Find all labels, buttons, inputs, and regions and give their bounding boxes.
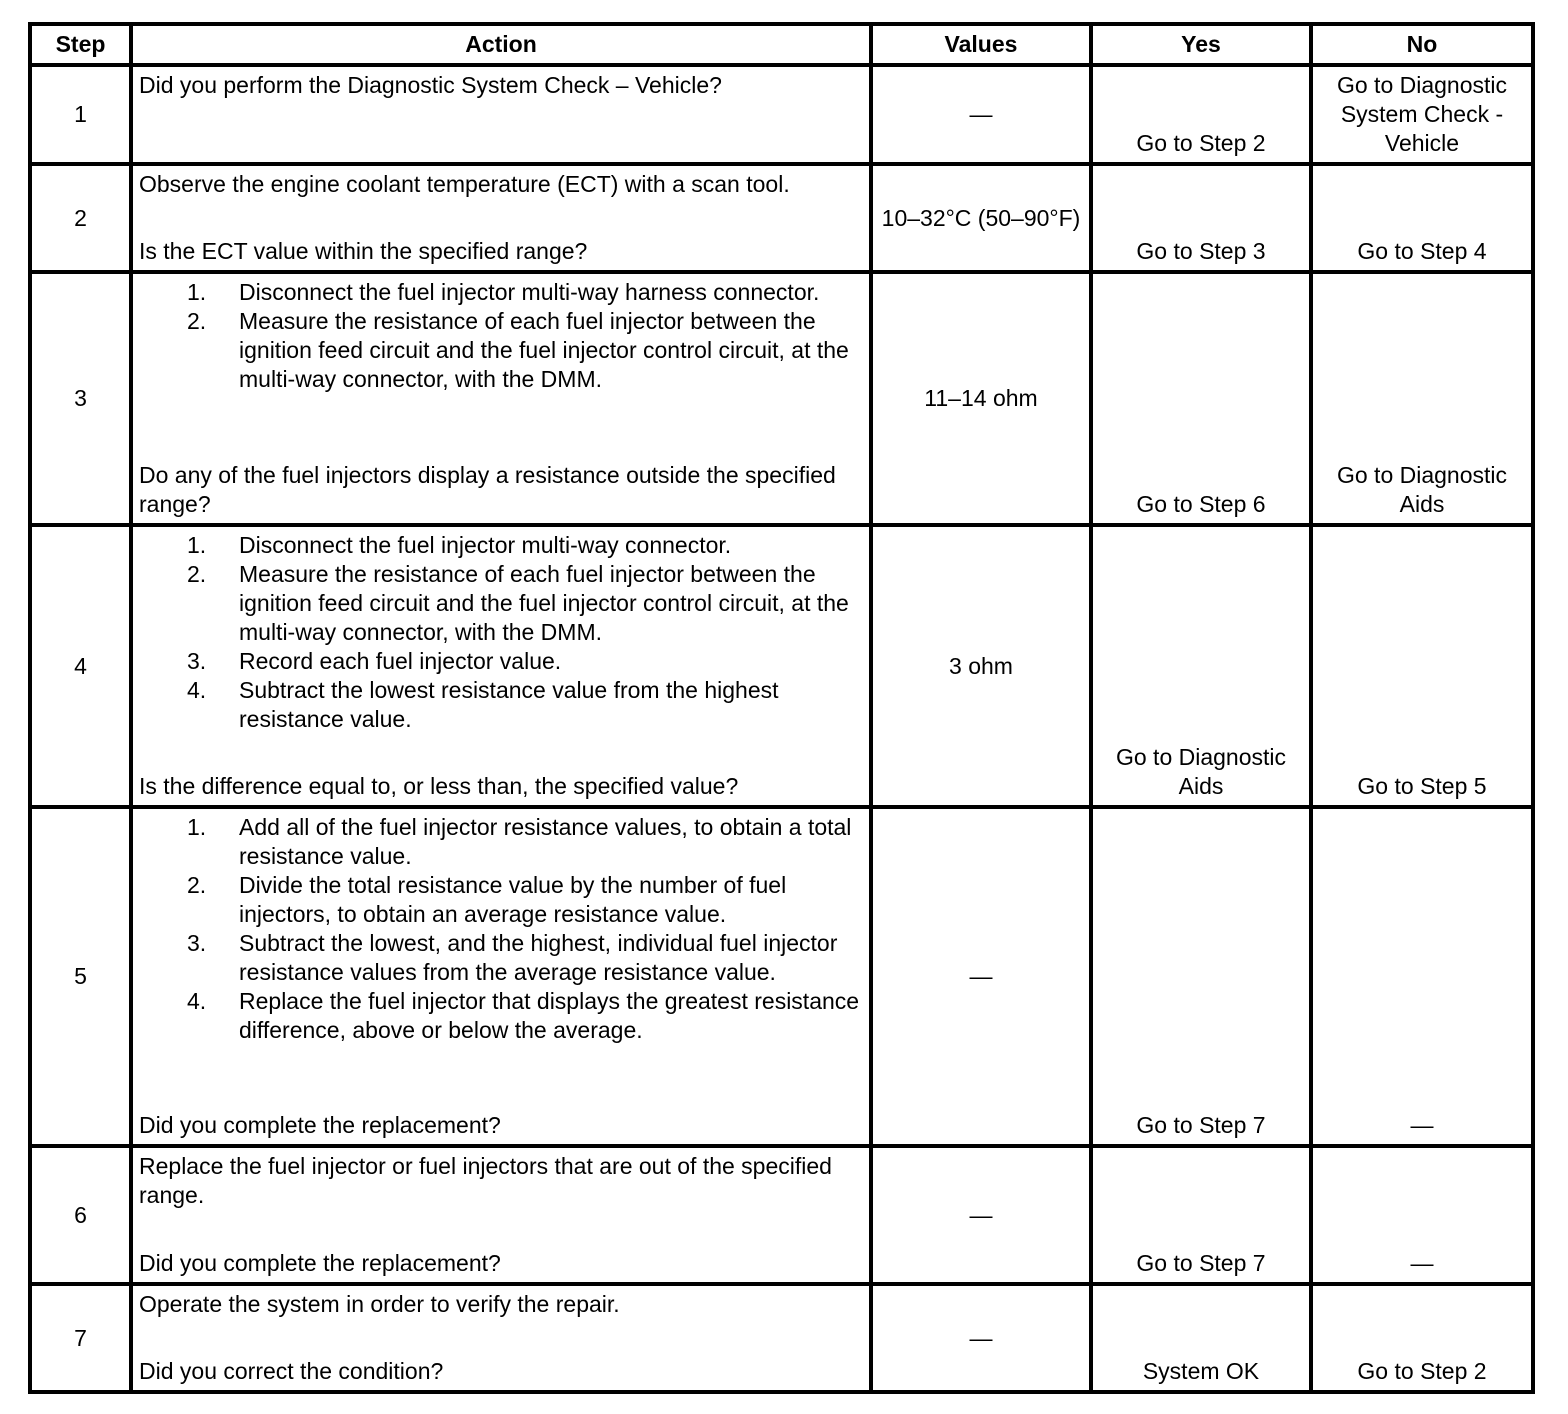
yes-outcome-wrap — [1093, 67, 1309, 162]
no-outcome: Go to Diagnostic System Check - Vehicle — [1336, 72, 1508, 156]
step-number: 3 — [30, 272, 131, 525]
list-item-number: 1. — [187, 532, 207, 558]
value-cell — [871, 525, 1091, 807]
yes-outcome-wrap — [1093, 1148, 1309, 1282]
yes-outcome: Go to Step 2 — [1136, 130, 1266, 156]
action-content — [139, 1152, 865, 1278]
list-item — [139, 560, 865, 647]
spacer — [139, 734, 865, 772]
no-outcome-wrap — [1313, 274, 1531, 523]
list-item — [139, 871, 865, 929]
action-content — [139, 531, 865, 801]
yes-outcome: Go to Step 7 — [1136, 1112, 1266, 1138]
list-item — [139, 647, 865, 676]
list-item-text: Add all of the fuel injector resistance values, to obtain a total resistance value. — [239, 814, 852, 869]
yes-cell — [1091, 164, 1311, 272]
list-item-text: Measure the resistance of each fuel injector between the ignition feed circuit and the fuel injector control circuit, at the multi-way connector, with the DMM. — [239, 308, 849, 392]
yes-outcome-wrap — [1093, 1286, 1309, 1390]
table-row — [30, 1284, 1533, 1392]
list-item-number: 2. — [187, 561, 207, 587]
specified-value: — — [969, 101, 993, 127]
spacer — [139, 394, 865, 461]
action-question: Is the ECT value within the specified range? — [139, 238, 588, 264]
no-outcome: Go to Diagnostic Aids — [1336, 462, 1508, 517]
spacer — [139, 1210, 865, 1249]
yes-outcome-wrap — [1093, 809, 1309, 1144]
diagnostic-table-page — [28, 22, 1531, 1394]
action-question: Did you complete the replacement? — [139, 1112, 501, 1138]
no-cell — [1311, 1284, 1533, 1392]
action-content — [139, 278, 865, 519]
yes-cell — [1091, 525, 1311, 807]
action-steps-list — [139, 278, 865, 394]
specified-value: — — [969, 963, 993, 989]
list-item-text: Record each fuel injector value. — [239, 648, 562, 674]
list-item-number: 3. — [187, 930, 207, 956]
action-cell — [131, 525, 871, 807]
list-item — [139, 929, 865, 987]
action-question: Did you complete the replacement? — [139, 1250, 501, 1276]
yes-cell — [1091, 807, 1311, 1146]
yes-cell — [1091, 65, 1311, 164]
value-cell — [871, 272, 1091, 525]
diagnostic-table — [28, 22, 1535, 1394]
specified-value: 11–14 ohm — [924, 385, 1038, 411]
list-item-number: 4. — [187, 677, 207, 703]
yes-outcome: Go to Step 6 — [1136, 491, 1266, 517]
no-outcome: Go to Step 2 — [1357, 1358, 1487, 1384]
step-number: 6 — [30, 1146, 131, 1284]
step-number: 1 — [30, 65, 131, 164]
list-item-text: Subtract the lowest, and the highest, individual fuel injector resistance values from the average resistance value. — [239, 930, 838, 985]
no-outcome: — — [1410, 1112, 1434, 1138]
yes-cell — [1091, 1146, 1311, 1284]
list-item — [139, 676, 865, 734]
yes-outcome: System OK — [1142, 1358, 1260, 1384]
list-item-number: 1. — [187, 814, 207, 840]
action-content — [139, 1290, 865, 1386]
value-cell — [871, 164, 1091, 272]
no-cell — [1311, 1146, 1533, 1284]
action-question: Do any of the fuel injectors display a resistance outside the specified range? — [139, 462, 836, 517]
list-item-text: Disconnect the fuel injector multi-way connector. — [239, 532, 732, 558]
list-item-text: Divide the total resistance value by the number of fuel injectors, to obtain an average resistance value. — [239, 872, 787, 927]
list-item — [139, 531, 865, 560]
yes-cell — [1091, 1284, 1311, 1392]
value-cell — [871, 65, 1091, 164]
spacer — [139, 1045, 865, 1111]
action-cell — [131, 65, 871, 164]
list-item-number: 3. — [187, 648, 207, 674]
list-item-text: Measure the resistance of each fuel injector between the ignition feed circuit and the fuel injector control circuit, at the multi-way connector, with the DMM. — [239, 561, 849, 645]
no-outcome-wrap — [1313, 67, 1531, 162]
list-item — [139, 307, 865, 394]
value-cell — [871, 1146, 1091, 1284]
no-cell — [1311, 65, 1533, 164]
spacer — [139, 199, 865, 237]
step-number: 4 — [30, 525, 131, 807]
action-instruction: Operate the system in order to verify the repair. — [139, 1291, 620, 1317]
value-cell — [871, 1284, 1091, 1392]
yes-outcome: Go to Step 7 — [1136, 1250, 1266, 1276]
yes-cell — [1091, 272, 1311, 525]
no-cell — [1311, 525, 1533, 807]
no-outcome: Go to Step 5 — [1357, 773, 1487, 799]
specified-value: 3 ohm — [949, 652, 1013, 679]
action-cell — [131, 807, 871, 1146]
yes-outcome-wrap — [1093, 527, 1309, 805]
list-item-number: 1. — [187, 279, 207, 305]
table-row — [30, 65, 1533, 164]
step-number: 2 — [30, 164, 131, 272]
yes-outcome-wrap — [1093, 274, 1309, 523]
yes-outcome: Go to Step 3 — [1136, 238, 1266, 264]
no-cell — [1311, 272, 1533, 525]
action-steps-list — [139, 813, 865, 1045]
table-row — [30, 164, 1533, 272]
table-row — [30, 272, 1533, 525]
header-action: Action — [131, 24, 871, 65]
list-item — [139, 278, 865, 307]
list-item-number: 2. — [187, 872, 207, 898]
no-cell — [1311, 164, 1533, 272]
specified-value: 10–32°C (50–90°F) — [881, 204, 1081, 231]
header-yes: Yes — [1091, 24, 1311, 65]
yes-outcome-wrap — [1093, 166, 1309, 270]
list-item — [139, 813, 865, 871]
no-outcome: Go to Step 4 — [1357, 238, 1487, 264]
table-row — [30, 807, 1533, 1146]
table-row — [30, 1146, 1533, 1284]
no-outcome: — — [1410, 1250, 1434, 1276]
action-question: Did you correct the condition? — [139, 1358, 444, 1384]
action-content — [139, 170, 865, 266]
header-no: No — [1311, 24, 1533, 65]
no-outcome-wrap — [1313, 1148, 1531, 1282]
action-steps-list — [139, 531, 865, 734]
list-item — [139, 987, 865, 1045]
header-step: Step — [30, 24, 131, 65]
action-question: Is the difference equal to, or less than, the specified value? — [139, 773, 739, 799]
list-item-number: 2. — [187, 308, 207, 334]
value-cell — [871, 807, 1091, 1146]
action-cell — [131, 272, 871, 525]
action-cell — [131, 1284, 871, 1392]
spacer — [139, 1319, 865, 1357]
list-item-text: Subtract the lowest resistance value from the highest resistance value. — [239, 677, 779, 732]
no-cell — [1311, 807, 1533, 1146]
action-cell — [131, 164, 871, 272]
no-outcome-wrap — [1313, 1286, 1531, 1390]
list-item-text: Disconnect the fuel injector multi-way harness connector. — [239, 279, 820, 305]
action-content — [139, 71, 865, 158]
yes-outcome: Go to Diagnostic Aids — [1115, 744, 1287, 799]
action-content — [139, 813, 865, 1140]
no-outcome-wrap — [1313, 527, 1531, 805]
action-instruction: Replace the fuel injector or fuel injectors that are out of the specified range. — [139, 1153, 832, 1208]
step-number: 7 — [30, 1284, 131, 1392]
table-row — [30, 525, 1533, 807]
list-item-text: Replace the fuel injector that displays the greatest resistance difference, above or below the average. — [239, 988, 860, 1043]
no-outcome-wrap — [1313, 166, 1531, 270]
action-cell — [131, 1146, 871, 1284]
header-row — [30, 24, 1533, 65]
action-instruction: Observe the engine coolant temperature (ECT) with a scan tool. — [139, 171, 790, 197]
list-item-number: 4. — [187, 988, 207, 1014]
spacer — [139, 100, 865, 158]
no-outcome-wrap — [1313, 809, 1531, 1144]
header-values: Values — [871, 24, 1091, 65]
specified-value: — — [969, 1324, 993, 1351]
action-instruction: Did you perform the Diagnostic System Check – Vehicle? — [139, 72, 722, 98]
specified-value: — — [969, 1201, 993, 1228]
step-number: 5 — [30, 807, 131, 1146]
